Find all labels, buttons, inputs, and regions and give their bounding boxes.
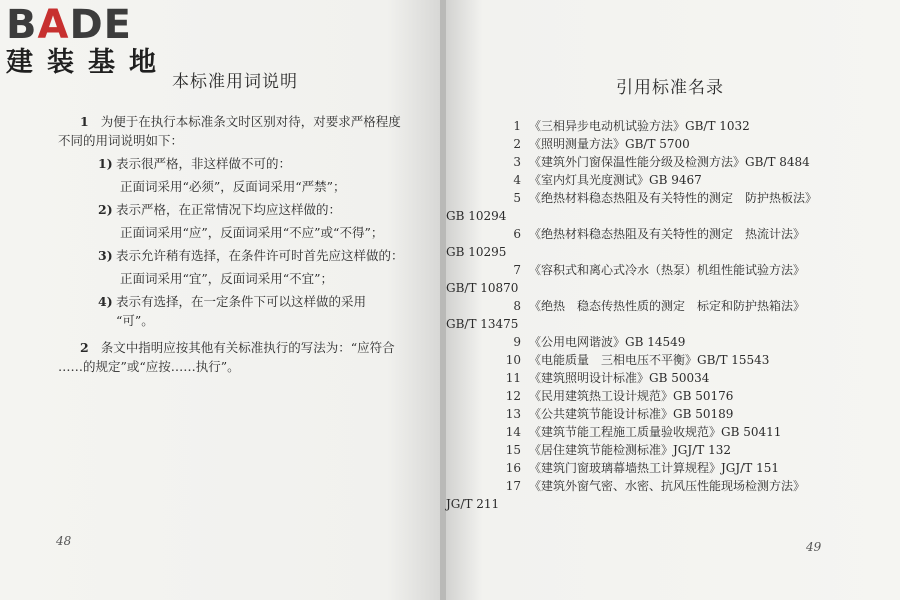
standard-ref-text: 《照明测量方法》GB/T 5700 [529, 137, 690, 151]
standard-ref-number: 16 [505, 461, 521, 475]
standard-ref-number: 11 [505, 371, 521, 385]
usage-item-3 [58, 246, 414, 265]
standard-ref [446, 477, 845, 513]
paragraph-2-text: 条文中指明应按其他有关标准执行的写法为：“应符合 [100, 340, 395, 355]
standard-ref [495, 153, 845, 171]
right-page [446, 0, 900, 600]
standard-ref-number: 8 [513, 299, 521, 313]
standard-ref-text: 《建筑外窗气密、水密、抗风压性能现场检测方法》 [529, 479, 806, 493]
standard-ref-number: 2 [513, 137, 521, 151]
usage-item-text: 表示有选择，在一定条件下可以这样做的采用 [116, 294, 367, 309]
standard-ref-number: 7 [513, 263, 521, 277]
right-page-title: 引用标准名录 [616, 78, 724, 98]
standard-ref-number: 1 [513, 119, 521, 133]
standard-ref [495, 441, 845, 459]
logo-english [6, 4, 176, 46]
usage-list [58, 154, 414, 330]
standard-ref-code: GB/T 13475 [446, 317, 519, 331]
usage-item-number: 1) [98, 156, 113, 171]
standard-ref-code: GB/T 10870 [446, 281, 519, 295]
standard-ref-number: 3 [513, 155, 521, 169]
standard-ref [495, 171, 845, 189]
usage-item-detail: 正面词采用“应”，反面词采用“不应”或“不得”； [120, 225, 384, 240]
usage-item-text: 表示很严格，非这样做不可的： [116, 156, 292, 171]
right-page-number: 49 [806, 540, 822, 554]
standard-ref-text: 《建筑照明设计标准》GB 50034 [529, 371, 710, 385]
logo-chinese: 建装基地 [6, 47, 170, 78]
standard-ref-code: JG/T 211 [446, 497, 500, 511]
usage-item-text: 表示严格，在正常情况下均应这样做的： [116, 202, 342, 217]
referenced-standards-list [446, 117, 845, 513]
logo-letters-de: DE [69, 2, 132, 48]
standard-ref-number: 4 [513, 173, 521, 187]
standard-ref-number: 13 [505, 407, 521, 421]
standard-ref-text: 《电能质量 三相电压不平衡》GB/T 15543 [529, 353, 770, 367]
usage-item-number: 4) [98, 294, 113, 309]
paragraph-1-continued: 不同的用词说明如下： [58, 133, 184, 148]
logo-letter-a: A [37, 2, 70, 48]
left-page-number: 48 [56, 534, 72, 548]
standard-ref [446, 189, 845, 225]
standard-ref [495, 117, 845, 135]
standard-ref-text: 《绝热 稳态传热性质的测定 标定和防护热箱法》 [529, 299, 806, 313]
left-page-body [58, 112, 414, 376]
usage-item-4 [58, 292, 414, 311]
logo-letter-b: B [6, 2, 38, 48]
standard-ref-number: 9 [513, 335, 521, 349]
standard-ref [495, 405, 845, 423]
paragraph-2-continued: ……的规定”或“应按……执行”。 [58, 359, 240, 374]
standard-ref-code: GB 10295 [446, 245, 507, 259]
paragraph-2 [58, 338, 414, 357]
paragraph-1-text: 为便于在执行本标准条文时区别对待，对要求严格程度 [100, 114, 401, 129]
left-page-title: 本标准用词说明 [172, 72, 298, 92]
standard-ref [446, 225, 845, 261]
usage-item-number: 3) [98, 248, 113, 263]
standard-ref-text: 《公共建筑节能设计标准》GB 50189 [529, 407, 734, 421]
standard-ref-text: 《室内灯具光度测试》GB 9467 [529, 173, 702, 187]
standard-ref-number: 15 [505, 443, 521, 457]
standard-ref-text: 《公用电网谐波》GB 14549 [529, 335, 686, 349]
usage-item-detail: 正面词采用“宜”，反面词采用“不宜”； [120, 271, 334, 286]
standard-ref [446, 297, 845, 333]
standard-ref-number: 17 [505, 479, 521, 493]
standard-ref-text: 《绝热材料稳态热阻及有关特性的测定 防护热板法》 [529, 191, 818, 205]
usage-item-2 [58, 200, 414, 219]
standard-ref-number: 10 [505, 353, 521, 367]
paragraph-2-number: 2 [80, 340, 89, 355]
standard-ref [495, 423, 845, 441]
usage-item-1 [58, 154, 414, 173]
usage-item-detail: 正面词采用“必须”，反面词采用“严禁”； [120, 179, 346, 194]
standard-ref-text: 《建筑外门窗保温性能分级及检测方法》GB/T 8484 [529, 155, 810, 169]
standard-ref [495, 135, 845, 153]
standard-ref-code: GB 10294 [446, 209, 507, 223]
standard-ref [446, 261, 845, 297]
standard-ref-text: 《建筑节能工程施工质量验收规范》GB 50411 [529, 425, 782, 439]
usage-item-number: 2) [98, 202, 113, 217]
standard-ref [495, 387, 845, 405]
usage-item-text: 表示允许稍有选择，在条件许可时首先应这样做的： [116, 248, 404, 263]
standard-ref-number: 14 [505, 425, 521, 439]
standard-ref-text: 《绝热材料稳态热阻及有关特性的测定 热流计法》 [529, 227, 806, 241]
standard-ref-text: 《建筑门窗玻璃幕墙热工计算规程》JGJ/T 151 [529, 461, 779, 475]
paragraph-1-number: 1 [80, 114, 89, 129]
standard-ref [495, 369, 845, 387]
standard-ref-text: 《三相异步电动机试验方法》GB/T 1032 [529, 119, 750, 133]
left-page [0, 0, 440, 600]
standard-ref-number: 6 [513, 227, 521, 241]
standard-ref-number: 12 [505, 389, 521, 403]
standard-ref-text: 《容积式和离心式冷水（热泵）机组性能试验方法》 [529, 263, 806, 277]
bade-logo [6, 4, 176, 78]
standard-ref-number: 5 [513, 191, 521, 205]
standard-ref [495, 351, 845, 369]
standard-ref [495, 459, 845, 477]
paragraph-1 [58, 112, 414, 131]
standard-ref [495, 333, 845, 351]
standard-ref-text: 《民用建筑热工设计规范》GB 50176 [529, 389, 734, 403]
standard-ref-text: 《居住建筑节能检测标准》JGJ/T 132 [529, 443, 731, 457]
usage-item-detail: “可”。 [116, 313, 154, 328]
